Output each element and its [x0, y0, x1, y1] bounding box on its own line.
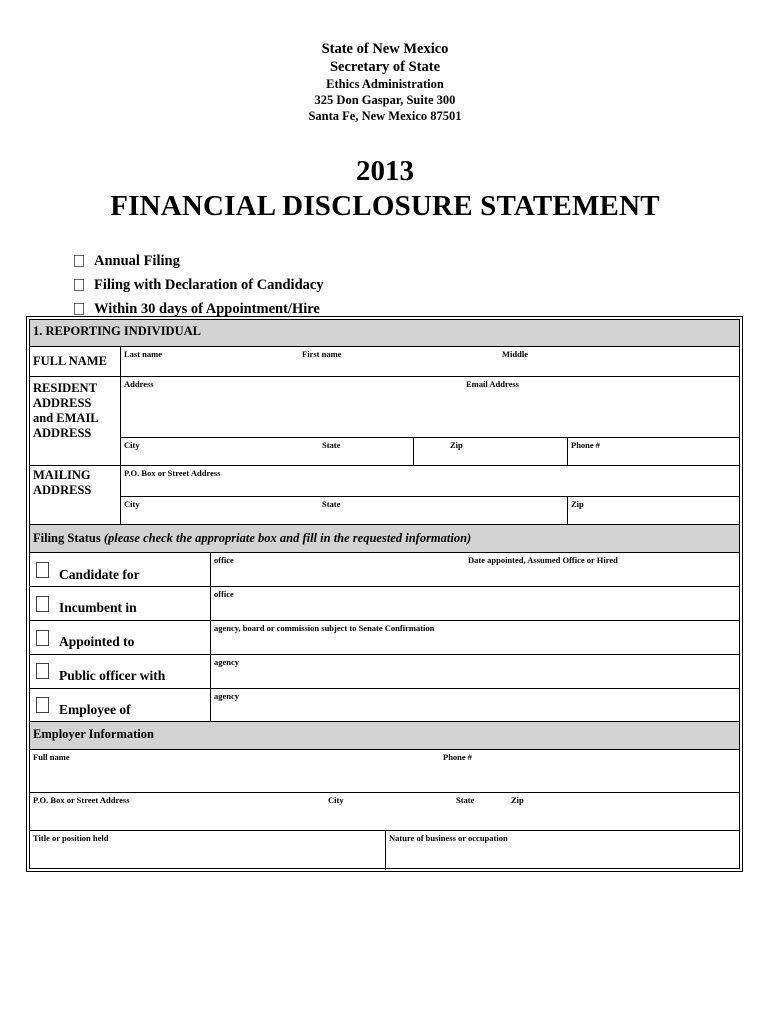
last-name-field[interactable]: Last name	[124, 349, 163, 359]
mailing-address-row	[30, 466, 739, 525]
filing-status-instructions: (please check the appropriate box and fill in the requested information)	[100, 531, 472, 545]
incumbent-office-field[interactable]: office	[214, 589, 234, 599]
status-row-employee	[30, 689, 739, 722]
disclosure-form	[26, 316, 743, 872]
resident-zip-field[interactable]: Zip	[450, 440, 463, 450]
public-officer-checkbox[interactable]	[36, 663, 49, 679]
divider	[210, 621, 211, 654]
mailing-zip-field[interactable]: Zip	[571, 499, 584, 509]
resident-label-line2: ADDRESS	[33, 396, 92, 410]
incumbent-label: Incumbent in	[59, 600, 137, 615]
divider	[120, 437, 739, 438]
form-year: 2013	[356, 155, 414, 187]
declaration-label: Filing with Declaration of Candidacy	[94, 276, 324, 293]
agency-header	[0, 40, 770, 124]
divider	[120, 496, 739, 497]
option-declaration-of-candidacy[interactable]	[74, 273, 324, 297]
employer-phone-field[interactable]: Phone #	[443, 752, 473, 762]
option-annual-filing[interactable]	[74, 249, 324, 273]
mailing-po-box-field[interactable]: P.O. Box or Street Address	[124, 468, 221, 478]
appointment-label: Within 30 days of Appointment/Hire	[94, 300, 320, 317]
full-name-row	[30, 347, 739, 377]
declaration-checkbox[interactable]	[74, 279, 84, 291]
divider	[413, 437, 414, 465]
divider	[567, 496, 568, 524]
employer-info-title: Employer Information	[33, 727, 154, 741]
resident-label-line3: and EMAIL	[33, 411, 99, 425]
annual-filing-label: Annual Filing	[94, 252, 180, 269]
header-ethics: Ethics Administration	[326, 77, 444, 91]
public-officer-label: Public officer with	[59, 668, 166, 683]
employer-address-row	[30, 793, 739, 831]
header-state: State of New Mexico	[321, 41, 449, 57]
divider	[120, 466, 121, 524]
resident-phone-field[interactable]: Phone #	[571, 440, 601, 450]
employee-agency-field[interactable]: agency	[214, 691, 240, 701]
filing-status-header	[30, 525, 739, 553]
filing-type-options	[74, 249, 324, 321]
resident-state-field[interactable]: State	[322, 440, 341, 450]
divider	[210, 689, 211, 721]
email-address-field[interactable]: Email Address	[466, 379, 519, 389]
mailing-address-label	[33, 468, 91, 498]
divider	[385, 831, 386, 870]
nature-of-business-field[interactable]: Nature of business or occupation	[389, 833, 508, 843]
full-name-label: FULL NAME	[33, 354, 107, 368]
header-city: Santa Fe, New Mexico 87501	[308, 109, 462, 123]
mailing-label-line2: ADDRESS	[33, 483, 92, 497]
first-name-field[interactable]: First name	[302, 349, 342, 359]
header-secretary: Secretary of State	[329, 59, 441, 75]
employer-full-name-field[interactable]: Full name	[33, 752, 70, 762]
public-officer-agency-field[interactable]: agency	[214, 657, 240, 667]
employer-name-row	[30, 750, 739, 793]
address-field[interactable]: Address	[124, 379, 154, 389]
resident-city-field[interactable]: City	[124, 440, 140, 450]
status-row-candidate	[30, 553, 739, 587]
employer-city-field[interactable]: City	[328, 795, 344, 805]
candidate-checkbox[interactable]	[36, 562, 49, 578]
resident-label-line4: ADDRESS	[33, 426, 92, 440]
mailing-city-field[interactable]: City	[124, 499, 140, 509]
filing-status-title-bold: Filing Status	[33, 531, 101, 545]
annual-filing-checkbox[interactable]	[74, 255, 84, 267]
header-street: 325 Don Gaspar, Suite 300	[314, 93, 456, 107]
employer-position-row	[30, 831, 739, 870]
divider	[120, 347, 121, 376]
appointment-checkbox[interactable]	[74, 303, 84, 315]
employee-checkbox[interactable]	[36, 697, 49, 713]
divider	[210, 553, 211, 586]
employer-state-field[interactable]: State	[456, 795, 475, 805]
status-row-public-officer	[30, 655, 739, 689]
section-title: 1. REPORTING INDIVIDUAL	[33, 324, 201, 338]
employer-po-box-field[interactable]: P.O. Box or Street Address	[33, 795, 130, 805]
divider	[120, 377, 121, 465]
mailing-label-line1: MAILING	[33, 468, 91, 482]
employer-zip-field[interactable]: Zip	[511, 795, 524, 805]
appointed-agency-field[interactable]: agency, board or commission subject to Senate Confirmation	[214, 623, 435, 633]
title-position-field[interactable]: Title or position held	[33, 833, 109, 843]
divider	[567, 437, 568, 465]
section-reporting-individual-header	[30, 320, 739, 347]
employee-label: Employee of	[59, 702, 131, 717]
candidate-office-field[interactable]: office	[214, 555, 234, 565]
appointed-label: Appointed to	[59, 634, 135, 649]
incumbent-checkbox[interactable]	[36, 596, 49, 612]
resident-address-label	[33, 381, 99, 441]
middle-name-field[interactable]: Middle	[502, 349, 528, 359]
employer-info-header	[30, 722, 739, 750]
candidate-label: Candidate for	[59, 567, 140, 582]
form-inner-border	[29, 319, 740, 869]
date-appointed-field[interactable]: Date appointed, Assumed Office or Hired	[468, 555, 618, 565]
resident-label-line1: RESIDENT	[33, 381, 97, 395]
mailing-state-field[interactable]: State	[322, 499, 341, 509]
form-title: FINANCIAL DISCLOSURE STATEMENT	[110, 190, 660, 222]
appointed-checkbox[interactable]	[36, 630, 49, 646]
divider	[210, 655, 211, 688]
filing-status-title	[30, 525, 739, 546]
status-row-appointed	[30, 621, 739, 655]
divider	[210, 587, 211, 620]
resident-address-row	[30, 377, 739, 466]
status-row-incumbent	[30, 587, 739, 621]
